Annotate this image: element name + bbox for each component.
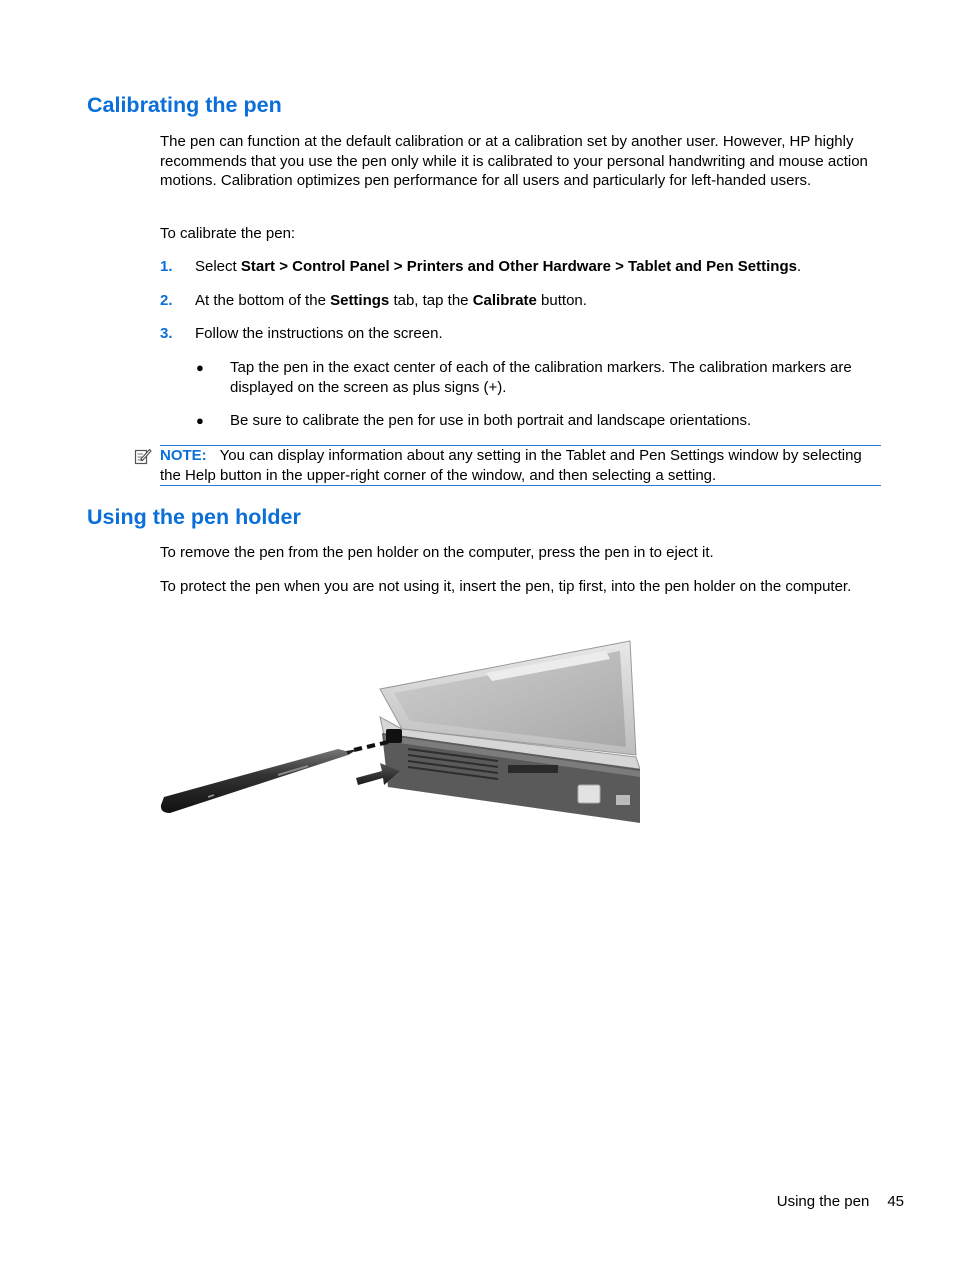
pen-holder-para-2: To protect the pen when you are not using it, insert the pen, tip first, into the pen holder on the computer. (160, 578, 852, 595)
bullet-text: Tap the pen in the exact center of each of the calibration markers. The calibration markers are displayed on the screen as plus signs (+). (230, 359, 852, 396)
bullet-text: Be sure to calibrate the pen for use in both portrait and landscape orientations. (230, 412, 752, 429)
step-text: Follow the instructions on the screen. (195, 325, 443, 342)
pen-holder-para-1: To remove the pen from the pen holder on the computer, press the pen in to eject it. (160, 544, 714, 561)
laptop-pen-holder-illustration (158, 637, 640, 823)
step-text: Select Start > Control Panel > Printers and Other Hardware > Tablet and Pen Settings. (195, 258, 802, 275)
page-footer (777, 1192, 904, 1212)
calibration-intro: The pen can function at the default calibration or at a calibration set by another user. However, HP highly recommends that you use the pen only while it is calibrated to your personal handwriting and mouse action motions. Calibration optimizes pen performance for all users and particularly for left-handed users. (160, 133, 868, 189)
bullet-dot: ● (196, 413, 204, 428)
step-number: 3. (160, 325, 173, 342)
bullet-dot: ● (196, 360, 204, 375)
footer-section-title: Using the pen (776, 1193, 870, 1210)
step-number: 2. (160, 292, 173, 309)
note-box (160, 445, 881, 486)
calibration-lead: To calibrate the pen: (160, 225, 296, 242)
page-number: 45 (887, 1193, 904, 1210)
note-text: NOTE: You can display information about any setting in the Tablet and Pen Settings window by selecting the Help button in the upper-right corner of the window, and then selecting a setting. (160, 447, 862, 484)
step-number: 1. (160, 258, 173, 275)
step-text: At the bottom of the Settings tab, tap the Calibrate button. (195, 292, 587, 309)
section-title-calibrating: Calibrating the pen (87, 93, 282, 117)
note-pencil-icon (134, 447, 152, 465)
note-label: NOTE: (160, 447, 207, 464)
section-title-pen-holder: Using the pen holder (87, 505, 301, 529)
